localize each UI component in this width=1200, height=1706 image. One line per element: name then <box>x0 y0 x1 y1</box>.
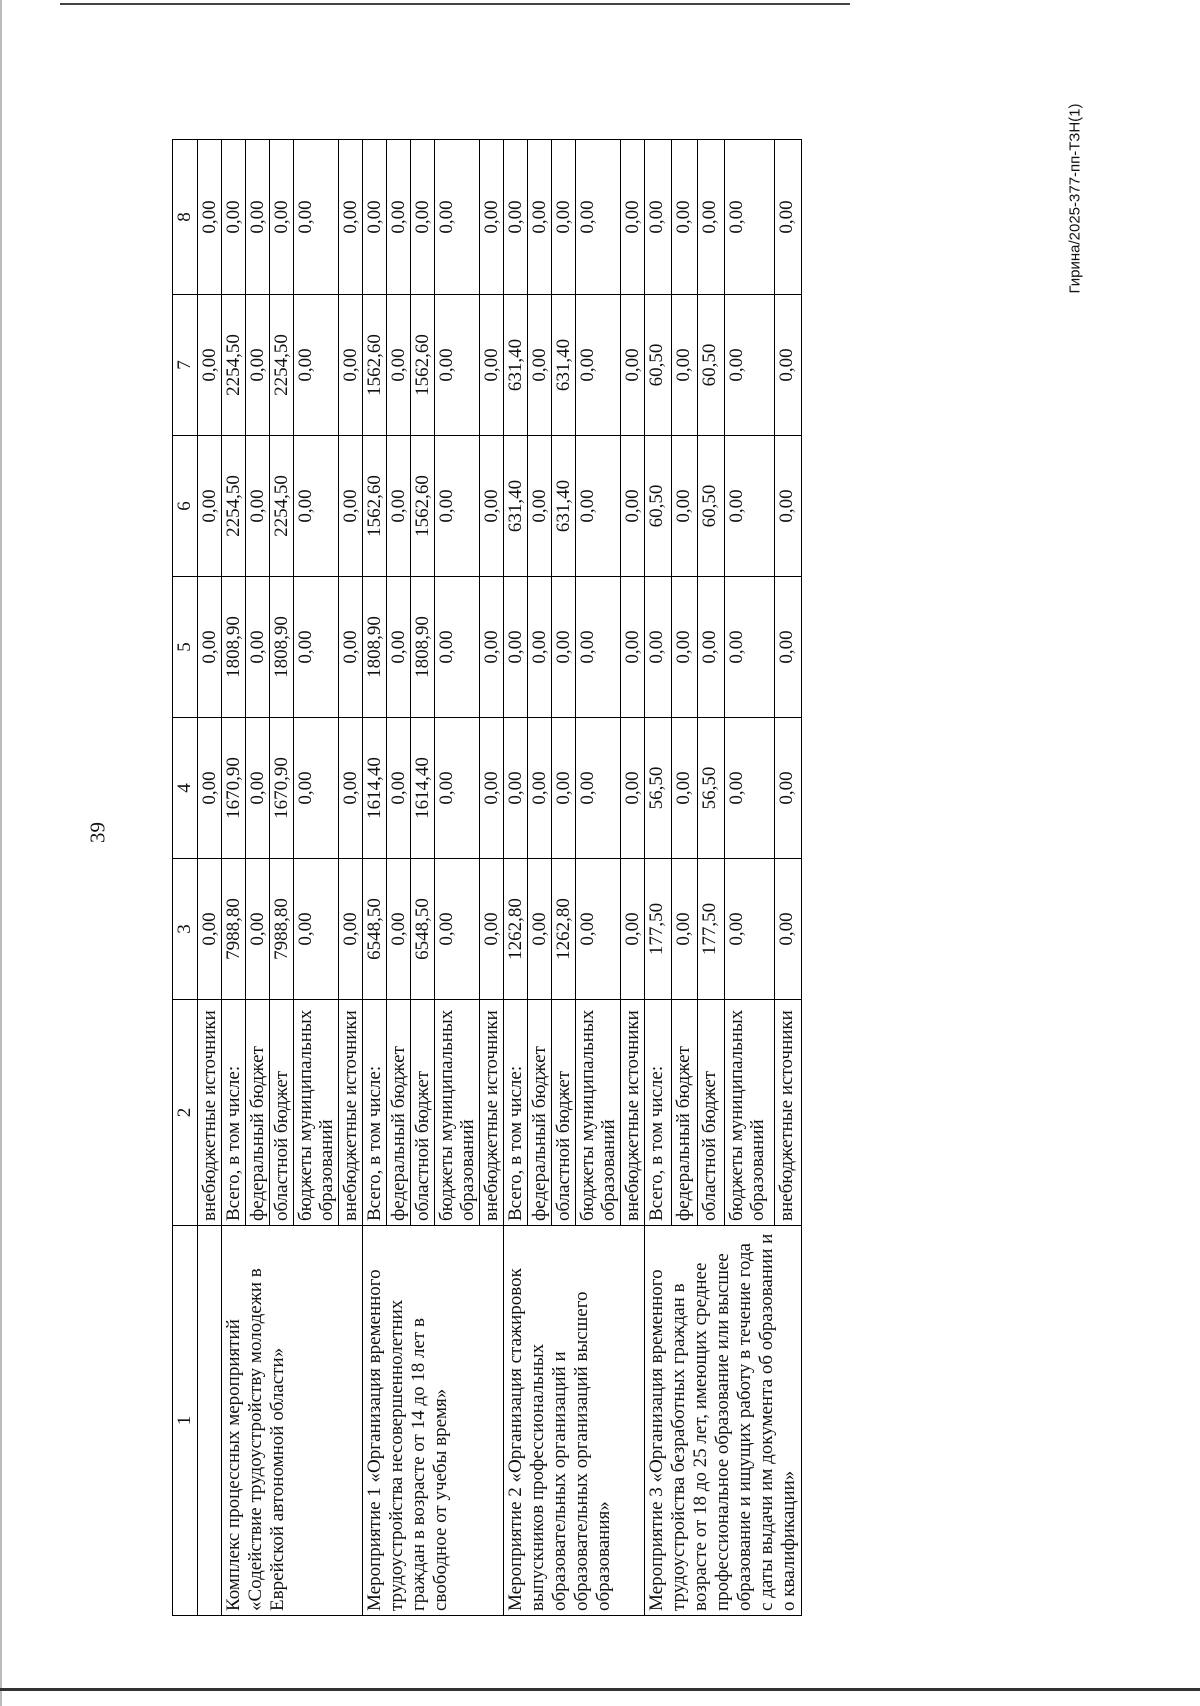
funding-source-cell: внебюджетные источники <box>339 1000 363 1226</box>
funding-source-cell: федеральный бюджет <box>528 1000 552 1226</box>
amount-cell: 0,00 <box>621 718 645 859</box>
amount-cell: 0,00 <box>621 140 645 295</box>
amount-cell: 0,00 <box>294 436 339 577</box>
amount-cell: 0,00 <box>775 859 802 1000</box>
amount-cell: 0,00 <box>387 140 411 295</box>
amount-cell: 0,00 <box>576 295 621 436</box>
amount-cell: 1262,80 <box>504 859 528 1000</box>
amount-cell: 631,40 <box>552 436 576 577</box>
amount-cell: 2254,50 <box>222 436 246 577</box>
amount-cell: 0,00 <box>363 140 387 295</box>
amount-cell: 0,00 <box>198 295 222 436</box>
document-id: Гирина/2025-377-пп-ТЗН(1) <box>1066 103 1084 294</box>
amount-cell: 0,00 <box>725 295 775 436</box>
amount-cell: 0,00 <box>576 577 621 718</box>
column-header: 8 <box>173 140 198 295</box>
amount-cell: 1614,40 <box>411 718 435 859</box>
funding-table <box>172 139 802 1616</box>
amount-cell: 177,50 <box>698 859 725 1000</box>
amount-cell: 0,00 <box>387 859 411 1000</box>
amount-cell: 0,00 <box>671 577 698 718</box>
amount-cell: 0,00 <box>435 718 480 859</box>
table-row <box>363 140 387 1616</box>
amount-cell: 631,40 <box>504 436 528 577</box>
activity-name-cell: Комплекс процессных мероприятий «Содействие трудоустройству молодежи в Еврейской автономной области» <box>222 1226 363 1616</box>
amount-cell: 0,00 <box>339 859 363 1000</box>
amount-cell: 0,00 <box>671 859 698 1000</box>
amount-cell: 6548,50 <box>363 859 387 1000</box>
amount-cell: 0,00 <box>725 577 775 718</box>
column-header: 6 <box>173 436 198 577</box>
funding-source-cell: областной бюджет <box>411 1000 435 1226</box>
amount-cell: 0,00 <box>576 140 621 295</box>
amount-cell: 0,00 <box>480 577 504 718</box>
funding-source-cell: Всего, в том числе: <box>222 1000 246 1226</box>
amount-cell: 0,00 <box>198 859 222 1000</box>
activity-name-cell: Мероприятие 1 «Организация временного трудоустройства несовершеннолетних граждан в возрасте от 14 до 18 лет в свободное от учебы время» <box>363 1226 504 1616</box>
amount-cell: 0,00 <box>775 436 802 577</box>
amount-cell: 60,50 <box>698 436 725 577</box>
amount-cell: 0,00 <box>222 140 246 295</box>
funding-source-cell: областной бюджет <box>552 1000 576 1226</box>
amount-cell: 0,00 <box>435 436 480 577</box>
column-header: 2 <box>173 1000 198 1226</box>
funding-source-cell: областной бюджет <box>270 1000 294 1226</box>
column-header: 1 <box>173 1226 198 1616</box>
funding-table-body <box>173 140 802 1616</box>
amount-cell: 0,00 <box>411 140 435 295</box>
scan-edge-left <box>0 0 2 1706</box>
amount-cell: 1614,40 <box>363 718 387 859</box>
amount-cell: 631,40 <box>504 295 528 436</box>
amount-cell: 0,00 <box>576 718 621 859</box>
amount-cell: 0,00 <box>528 577 552 718</box>
column-header: 7 <box>173 295 198 436</box>
table-row <box>645 140 672 1616</box>
funding-source-cell: Всего, в том числе: <box>363 1000 387 1226</box>
amount-cell: 1808,90 <box>222 577 246 718</box>
amount-cell: 0,00 <box>671 140 698 295</box>
amount-cell: 0,00 <box>339 436 363 577</box>
amount-cell: 0,00 <box>552 718 576 859</box>
table-header-row <box>173 140 198 1616</box>
amount-cell: 0,00 <box>198 718 222 859</box>
funding-source-cell: внебюджетные источники <box>775 1000 802 1226</box>
amount-cell: 1670,90 <box>222 718 246 859</box>
amount-cell: 0,00 <box>294 577 339 718</box>
amount-cell: 0,00 <box>552 577 576 718</box>
column-header: 4 <box>173 718 198 859</box>
amount-cell: 0,00 <box>246 718 270 859</box>
amount-cell: 0,00 <box>725 436 775 577</box>
amount-cell: 1670,90 <box>270 718 294 859</box>
amount-cell: 0,00 <box>198 140 222 295</box>
amount-cell: 0,00 <box>435 140 480 295</box>
amount-cell: 0,00 <box>775 577 802 718</box>
funding-source-cell: бюджеты муниципальных образований <box>725 1000 775 1226</box>
amount-cell: 0,00 <box>480 295 504 436</box>
amount-cell: 0,00 <box>552 140 576 295</box>
amount-cell: 0,00 <box>246 577 270 718</box>
amount-cell: 60,50 <box>698 295 725 436</box>
funding-source-cell: внебюджетные источники <box>480 1000 504 1226</box>
amount-cell: 0,00 <box>528 436 552 577</box>
funding-source-cell: внебюджетные источники <box>198 1000 222 1226</box>
amount-cell: 0,00 <box>576 436 621 577</box>
amount-cell: 1562,60 <box>411 295 435 436</box>
amount-cell: 1562,60 <box>363 436 387 577</box>
amount-cell: 0,00 <box>645 577 672 718</box>
amount-cell: 0,00 <box>294 295 339 436</box>
amount-cell: 0,00 <box>270 140 294 295</box>
amount-cell: 1808,90 <box>270 577 294 718</box>
page-number: 39 <box>85 822 110 843</box>
amount-cell: 0,00 <box>246 295 270 436</box>
amount-cell: 2254,50 <box>270 436 294 577</box>
amount-cell: 0,00 <box>387 577 411 718</box>
funding-table-rotated <box>172 140 872 1616</box>
funding-source-cell: Всего, в том числе: <box>504 1000 528 1226</box>
amount-cell: 0,00 <box>621 577 645 718</box>
amount-cell: 0,00 <box>339 577 363 718</box>
table-row <box>198 140 222 1616</box>
amount-cell: 1808,90 <box>363 577 387 718</box>
amount-cell: 0,00 <box>504 577 528 718</box>
column-header: 5 <box>173 577 198 718</box>
activity-name-cell <box>198 1226 222 1616</box>
amount-cell: 0,00 <box>671 436 698 577</box>
amount-cell: 0,00 <box>775 718 802 859</box>
amount-cell: 0,00 <box>294 718 339 859</box>
activity-name-cell: Мероприятие 2 «Организация стажировок выпускников профессиональных образовательных организаций и образовательных организаций высшего образования» <box>504 1226 645 1616</box>
amount-cell: 0,00 <box>621 859 645 1000</box>
amount-cell: 0,00 <box>528 295 552 436</box>
amount-cell: 60,50 <box>645 436 672 577</box>
amount-cell: 56,50 <box>645 718 672 859</box>
amount-cell: 1562,60 <box>363 295 387 436</box>
funding-source-cell: федеральный бюджет <box>671 1000 698 1226</box>
amount-cell: 0,00 <box>294 140 339 295</box>
amount-cell: 0,00 <box>294 859 339 1000</box>
amount-cell: 0,00 <box>775 295 802 436</box>
amount-cell: 0,00 <box>339 295 363 436</box>
amount-cell: 0,00 <box>246 436 270 577</box>
amount-cell: 0,00 <box>504 140 528 295</box>
amount-cell: 0,00 <box>576 859 621 1000</box>
amount-cell: 0,00 <box>435 295 480 436</box>
funding-source-cell: внебюджетные источники <box>621 1000 645 1226</box>
table-row <box>222 140 246 1616</box>
funding-source-cell: Всего, в том числе: <box>645 1000 672 1226</box>
amount-cell: 0,00 <box>387 295 411 436</box>
column-header: 3 <box>173 859 198 1000</box>
amount-cell: 0,00 <box>621 295 645 436</box>
amount-cell: 0,00 <box>528 718 552 859</box>
amount-cell: 0,00 <box>645 140 672 295</box>
table-row <box>504 140 528 1616</box>
amount-cell: 60,50 <box>645 295 672 436</box>
amount-cell: 0,00 <box>725 140 775 295</box>
amount-cell: 1808,90 <box>411 577 435 718</box>
amount-cell: 2254,50 <box>270 295 294 436</box>
amount-cell: 0,00 <box>198 577 222 718</box>
funding-source-cell: федеральный бюджет <box>246 1000 270 1226</box>
amount-cell: 0,00 <box>698 140 725 295</box>
amount-cell: 0,00 <box>775 140 802 295</box>
funding-source-cell: бюджеты муниципальных образований <box>294 1000 339 1226</box>
amount-cell: 0,00 <box>480 140 504 295</box>
amount-cell: 1262,80 <box>552 859 576 1000</box>
scan-edge-top <box>60 3 850 5</box>
amount-cell: 0,00 <box>387 436 411 577</box>
funding-source-cell: бюджеты муниципальных образований <box>576 1000 621 1226</box>
amount-cell: 56,50 <box>698 718 725 859</box>
amount-cell: 0,00 <box>528 140 552 295</box>
amount-cell: 6548,50 <box>411 859 435 1000</box>
amount-cell: 0,00 <box>435 859 480 1000</box>
amount-cell: 0,00 <box>671 295 698 436</box>
amount-cell: 0,00 <box>246 859 270 1000</box>
amount-cell: 0,00 <box>698 577 725 718</box>
amount-cell: 0,00 <box>246 140 270 295</box>
amount-cell: 0,00 <box>725 718 775 859</box>
amount-cell: 631,40 <box>552 295 576 436</box>
funding-source-cell: бюджеты муниципальных образований <box>435 1000 480 1226</box>
amount-cell: 0,00 <box>504 718 528 859</box>
funding-source-cell: федеральный бюджет <box>387 1000 411 1226</box>
amount-cell: 0,00 <box>435 577 480 718</box>
amount-cell: 7988,80 <box>270 859 294 1000</box>
activity-name-cell: Мероприятие 3 «Организация временного трудоустройства безработных граждан в возрасте от 18 до 25 лет, имеющих среднее профессиональное образование или высшее образование и ищущих работу в течение года с даты выдачи им документа об образовании и о квалификации» <box>645 1226 802 1616</box>
amount-cell: 0,00 <box>725 859 775 1000</box>
amount-cell: 2254,50 <box>222 295 246 436</box>
amount-cell: 0,00 <box>480 859 504 1000</box>
amount-cell: 0,00 <box>387 718 411 859</box>
amount-cell: 0,00 <box>528 859 552 1000</box>
amount-cell: 0,00 <box>480 718 504 859</box>
funding-source-cell: областной бюджет <box>698 1000 725 1226</box>
amount-cell: 7988,80 <box>222 859 246 1000</box>
amount-cell: 0,00 <box>339 140 363 295</box>
amount-cell: 0,00 <box>480 436 504 577</box>
scan-edge-bottom <box>0 1688 1200 1691</box>
amount-cell: 0,00 <box>671 718 698 859</box>
amount-cell: 0,00 <box>339 718 363 859</box>
amount-cell: 0,00 <box>621 436 645 577</box>
amount-cell: 1562,60 <box>411 436 435 577</box>
amount-cell: 0,00 <box>198 436 222 577</box>
amount-cell: 177,50 <box>645 859 672 1000</box>
